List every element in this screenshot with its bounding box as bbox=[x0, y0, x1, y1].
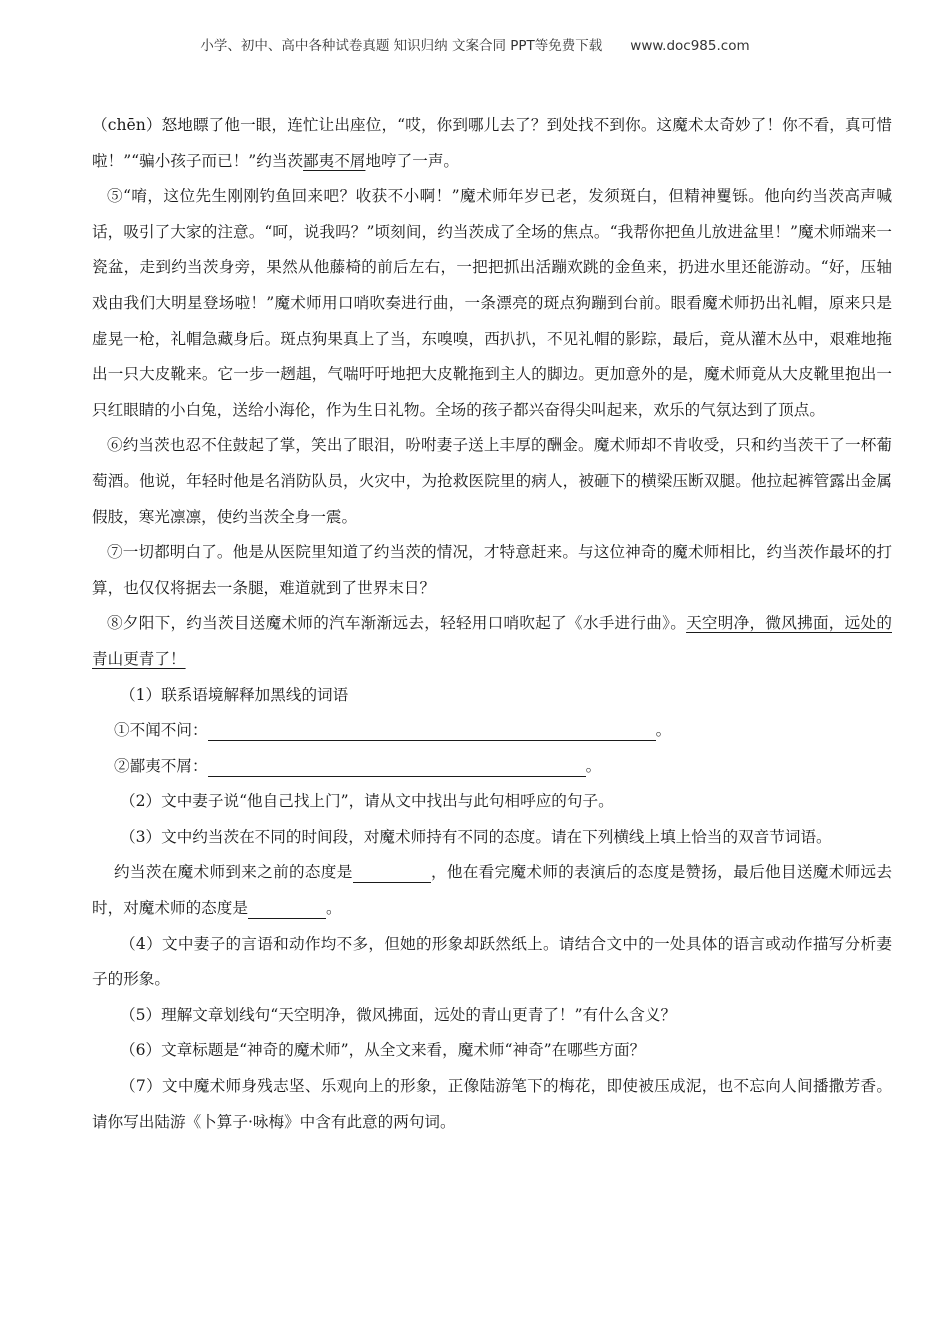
question-3: （3）文中约当茨在不同的时间段，对魔术师持有不同的态度。请在下列横线上填上恰当的双音节词语。 bbox=[120, 827, 832, 846]
question-6: （6）文章标题是“神奇的魔术师”，从全文来看，魔术师“神奇”在哪些方面？ bbox=[120, 1041, 646, 1060]
answer-blank-3b[interactable] bbox=[248, 898, 326, 919]
question-3-fill: 约当茨在魔术师到来之前的态度是 ，他在看完魔术师的表演后的态度是赞扬，最后他目送魔术师远去时，对魔术师的态度是 。 bbox=[92, 863, 892, 918]
passage-paragraph-6: ⑥约当茨也忍不住鼓起了掌，笑出了眼泪，吩咐妻子送上丰厚的酬金。魔术师却不肯收受，只和约当茨干了一杯葡萄酒。他说，年轻时他是名消防队员，火灾中，为抢救医院里的病人，被砸下的横梁压断双腿。他拉起裤管露出金属假肢，寒光凛凛，使约当茨全身一震。 bbox=[92, 436, 892, 526]
question-4: （4）文中妻子的言语和动作均不多，但她的形象却跃然纸上。请结合文中的一处具体的语言或动作描写分析妻子的形象。 bbox=[92, 934, 892, 989]
passage-paragraph-8: ⑧夕阳下，约当茨目送魔术师的汽车渐渐远去，轻轻用口哨吹起了《水手进行曲》。天空明净，微风拂面，远处的青山更青了！ bbox=[92, 614, 892, 668]
passage-paragraph-7: ⑦一切都明白了。他是从医院里知道了约当茨的情况，才特意赶来。与这位神奇的魔术师相比，约当茨作最坏的打算，也仅仅将据去一条腿，难道就到了世界末日？ bbox=[92, 543, 892, 597]
answer-blank-1b[interactable] bbox=[208, 756, 586, 777]
question-1: （1）联系语境解释加黑线的词语 bbox=[120, 685, 349, 704]
header-site-link[interactable]: www.doc985.com bbox=[630, 38, 750, 54]
question-7: （7）文中魔术师身残志坚、乐观向上的形象，正像陆游笔下的梅花，即使被压成泥，也不忘向人间播撒芳香。请你写出陆游《卜算子·咏梅》中含有此意的两句词。 bbox=[92, 1077, 892, 1131]
question-5: （5）理解文章划线句“天空明净，微风拂面，远处的青山更青了！”有什么含义？ bbox=[120, 1005, 677, 1024]
underlined-sentence: 天空明净，微风拂面，远处的青山更青了！ bbox=[92, 614, 892, 668]
question-1a: ①不闻不问： 。 bbox=[114, 721, 672, 740]
document-body bbox=[92, 108, 892, 1140]
header-text: 小学、初中、高中各种试卷真题 知识归纳 文案合同 PPT等免费下载 bbox=[200, 38, 603, 54]
passage-paragraph-5: ⑤“唷，这位先生刚刚钓鱼回来吧？收获不小啊！”魔术师年岁已老，发须斑白，但精神矍铄。他向约当茨高声喊话，吸引了大家的注意。“呵，说我吗？”顷刻间，约当茨成了全场的焦点。“我帮你把鱼儿放进盆里！”魔术师端来一瓷盆，走到约当茨身旁，果然从他藤椅的前后左右，一把把抓出活蹦欢跳的金鱼来，扔进水里还能游动。“好，压轴戏由我们大明星登场啦！”魔术师用口哨吹奏进行曲，一条漂亮的斑点狗蹦到台前。眼看魔术师扔出礼帽，原来只是虚晃一枪，礼帽急藏身后。斑点狗果真上了当，东嗅嗅，西扒扒，不见礼帽的影踪，最后，竟从灌木丛中，艰难地拖出一只大皮靴来。它一步一趔趄，气喘吁吁地把大皮靴拖到主人的脚边。更加意外的是，魔术师竟从大皮靴里抱出一只红眼睛的小白兔，送给小海伦，作为生日礼物。全场的孩子都兴奋得尖叫起来，欢乐的气氛达到了顶点。 bbox=[92, 187, 892, 419]
page-header bbox=[0, 34, 950, 54]
question-1b: ②鄙夷不屑： 。 bbox=[114, 756, 602, 775]
question-2: （2）文中妻子说“他自己找上门”，请从文中找出与此句相呼应的句子。 bbox=[120, 792, 614, 811]
answer-blank-3a[interactable] bbox=[353, 862, 431, 883]
underlined-term-biyi: 鄙夷不屑 bbox=[303, 151, 366, 170]
answer-blank-1a[interactable] bbox=[208, 720, 656, 741]
passage-paragraph-continued: （chēn）怒地瞟了他一眼，连忙让出座位，“哎，你到哪儿去了？到处找不到你。这魔术太奇妙了！你不看，真可惜啦！”“骗小孩子而已！”约当茨鄙夷不屑地哼了一声。 bbox=[92, 116, 892, 170]
